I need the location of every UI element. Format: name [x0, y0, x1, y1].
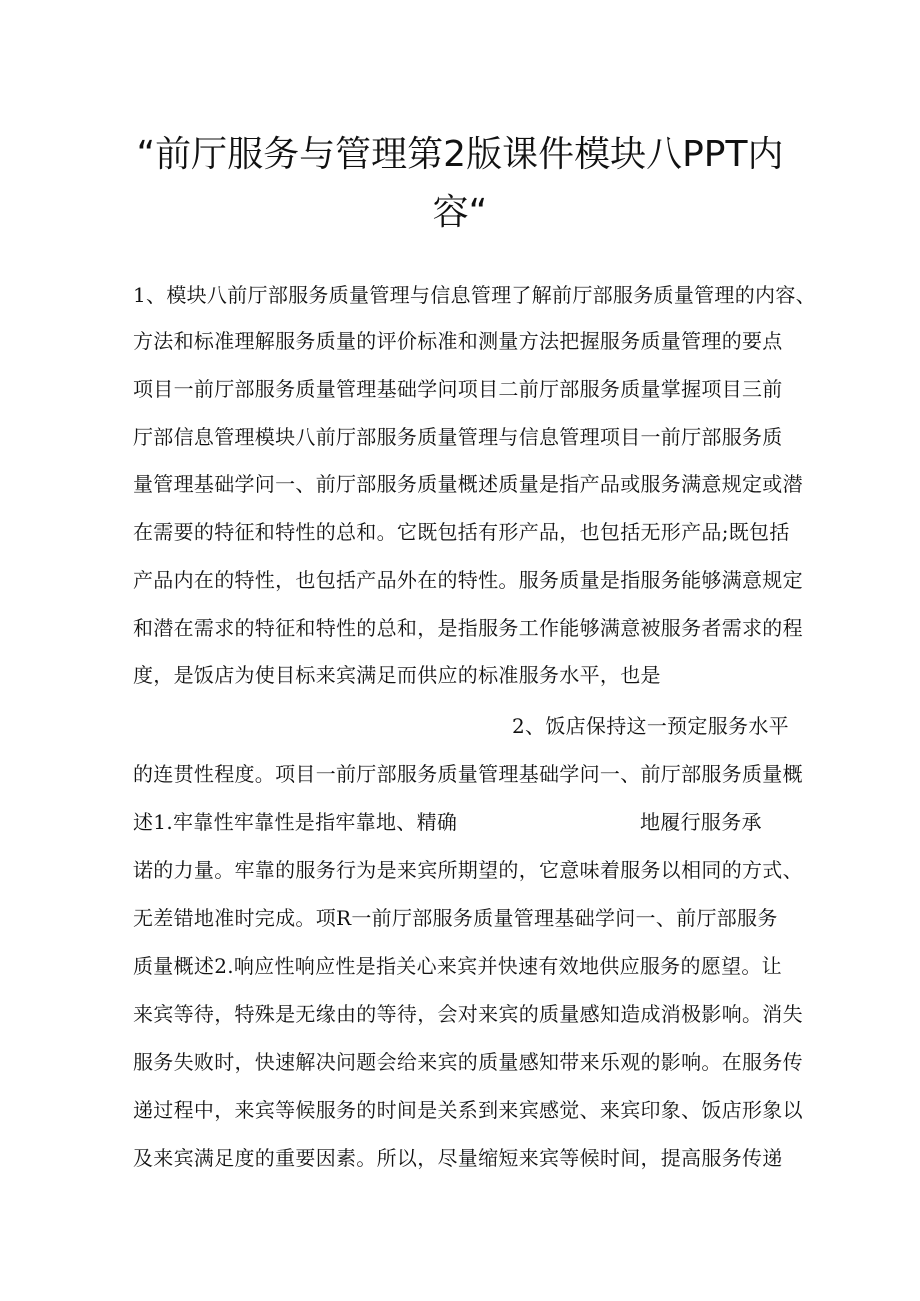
body-line-11: 的连贯性程度。项目一前厅部服务质量管理基础学问一、前厅部服务质量概 — [133, 762, 803, 786]
body-line-6: 在需要的特征和特性的总和。它既包括有形产品，也包括无形产品;既包括 — [133, 520, 790, 544]
body-line-9: 度，是饭店为使目标来宾满足而供应的标准服务水平，也是 — [133, 663, 661, 687]
body-line-1: 1、模块八前厅部服务质量管理与信息管理了解前厅部服务质量管理的内容、 — [133, 283, 816, 307]
body-line-7: 产品内在的特性，也包括产品外在的特性。服务质量是指服务能够满意规定 — [133, 568, 803, 592]
body-line-19: 及来宾满足度的重要因素。所以，尽量缩短来宾等候时间，提高服务传递 — [133, 1146, 783, 1170]
body-line-2: 方法和标准理解服务质量的评价标准和测量方法把握服务质量管理的要点 — [133, 329, 783, 353]
body-line-12a: 述1.牢靠性牢靠性是指牢靠地、精确 — [133, 810, 458, 834]
body-line-8: 和潜在需求的特征和特性的总和，是指服务工作能够满意被服务者需求的程 — [133, 616, 803, 640]
body-line-18: 递过程中，来宾等候服务的时间是关系到来宾感觉、来宾印象、饭店形象以 — [133, 1098, 803, 1122]
body-line-13: 诺的力量。牢靠的服务行为是来宾所期望的，它意味着服务以相同的方式、 — [133, 858, 803, 882]
body-line-5: 量管理基础学问一、前厅部服务质量概述质量是指产品或服务满意规定或潜 — [133, 472, 803, 496]
body-line-17: 服务失败时，快速解决问题会给来宾的质量感知带来乐观的影响。在服务传 — [133, 1050, 803, 1074]
body-line-12b: 地履行服务承 — [640, 810, 762, 834]
body-line-16: 来宾等待，特殊是无缘由的等待，会对来宾的质量感知造成消极影响。消失 — [133, 1002, 803, 1026]
body-line-3: 项目一前厅部服务质量管理基础学问项目二前厅部服务质量掌握项目三前 — [133, 377, 783, 401]
document-title-line-1: “前厅服务与管理第2版课件模块八PPT内 — [136, 134, 784, 175]
body-line-14: 无差错地准时完成。项R一前厅部服务质量管理基础学问一、前厅部服务 — [133, 906, 778, 930]
body-line-15: 质量概述2.响应性响应性是指关心来宾并快速有效地供应服务的愿望。让 — [133, 954, 782, 978]
body-line-10: 2、饭店保持这一预定服务水平 — [512, 714, 789, 738]
document-title-line-2: 容“ — [432, 192, 488, 233]
body-line-4: 厅部信息管理模块八前厅部服务质量管理与信息管理项目一前厅部服务质 — [133, 425, 783, 449]
